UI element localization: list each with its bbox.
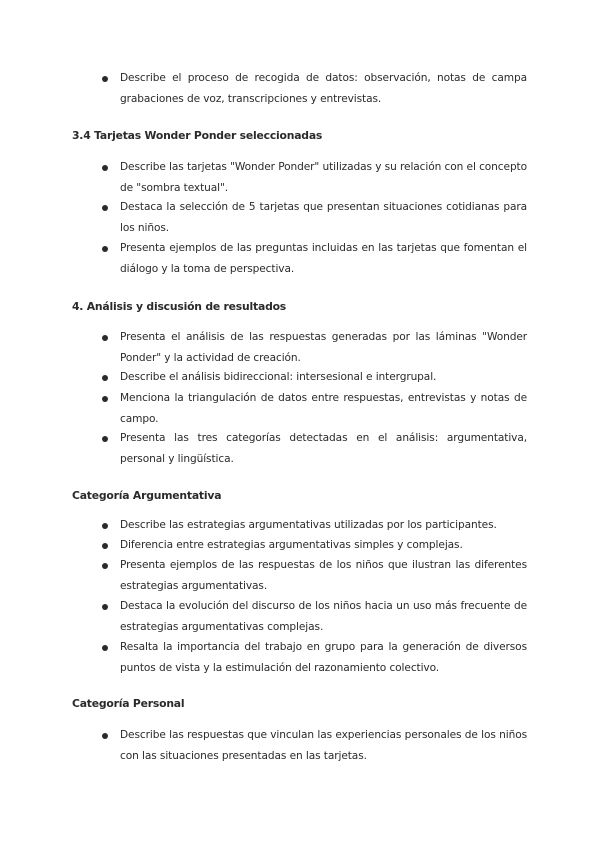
section-heading-personal: Categoría Personal (72, 697, 185, 710)
list-item: Describe el análisis bidireccional: intersesional e intergrupal. (120, 371, 437, 383)
bullet-icon (102, 645, 108, 651)
list-item: Destaca la selección de 5 tarjetas que presentan situaciones cotidianas para los niños. (120, 201, 527, 234)
bullet-icon (102, 205, 108, 211)
bullet-icon (102, 436, 108, 442)
bullet-icon (102, 523, 108, 529)
bullet-icon (102, 543, 108, 549)
bullet-icon (102, 165, 108, 171)
list-item: Diferencia entre estrategias argumentativas simples y complejas. (120, 539, 463, 551)
bullet-icon (102, 246, 108, 252)
list-item: Presenta el análisis de las respuestas generadas por las láminas "Wonder Ponder" y la actividad de creación. (120, 331, 527, 364)
bullet-icon (102, 396, 108, 402)
list-item: Presenta las tres categorías detectadas en el análisis: argumentativa, personal y lingüística. (120, 432, 527, 465)
bullet-icon (102, 733, 108, 739)
bullet-icon (102, 76, 108, 82)
section-heading-3-4: 3.4 Tarjetas Wonder Ponder seleccionadas (72, 129, 323, 142)
list-item: Describe el proceso de recogida de datos: observación, notas de campa grabaciones de voz, transcripciones y entrevistas. (120, 72, 527, 105)
bullet-icon (102, 375, 108, 381)
section-heading-argumentativa: Categoría Argumentativa (72, 489, 222, 502)
section-heading-4: 4. Análisis y discusión de resultados (72, 300, 287, 313)
list-item: Describe las tarjetas "Wonder Ponder" utilizadas y su relación con el concepto de "sombra textual". (120, 161, 527, 194)
list-item: Destaca la evolución del discurso de los niños hacia un uso más frecuente de estrategias argumentativas complejas. (120, 600, 527, 633)
list-item: Presenta ejemplos de las respuestas de los niños que ilustran las diferentes estrategias argumentativas. (120, 559, 527, 592)
bullet-icon (102, 335, 108, 341)
list-item: Presenta ejemplos de las preguntas incluidas en las tarjetas que fomentan el diálogo y la toma de perspectiva. (120, 242, 527, 275)
list-item: Resalta la importancia del trabajo en grupo para la generación de diversos puntos de vista y la estimulación del razonamiento colectivo. (120, 641, 527, 674)
bullet-icon (102, 604, 108, 610)
list-item: Menciona la triangulación de datos entre respuestas, entrevistas y notas de campo. (120, 392, 527, 425)
list-item: Describe las respuestas que vinculan las experiencias personales de los niños con las situaciones presentadas en las tarjetas. (120, 729, 527, 762)
bullet-icon (102, 563, 108, 569)
list-item: Describe las estrategias argumentativas utilizadas por los participantes. (120, 519, 497, 531)
